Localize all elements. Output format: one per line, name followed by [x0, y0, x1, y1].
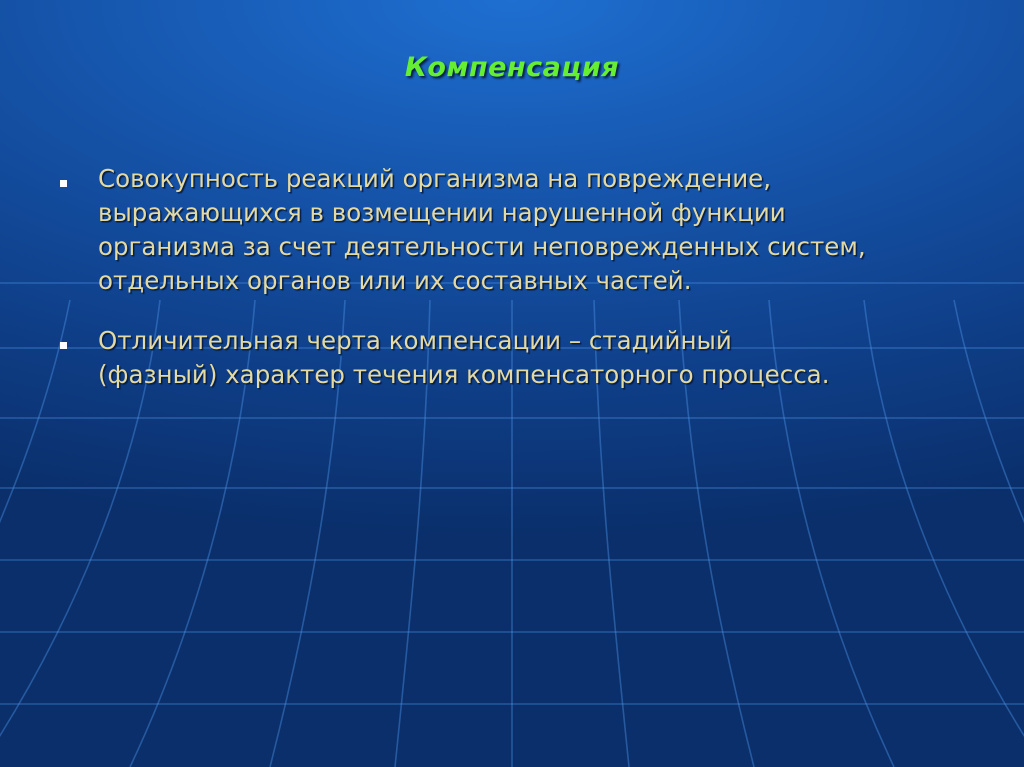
square-bullet-icon: [60, 180, 67, 187]
bullet-item-definition: [58, 162, 978, 298]
square-bullet-icon: [60, 342, 67, 349]
bullet-line: выражающихся в возмещении нарушенной функции: [98, 198, 786, 227]
bullet-line: организма за счет деятельности неповрежденных систем,: [98, 232, 866, 261]
slide-title: Компенсация: [404, 52, 620, 83]
bullet-item-feature: [58, 324, 978, 392]
bullet-line: (фазный) характер течения компенсаторного процесса.: [98, 360, 830, 389]
bullet-line: Совокупность реакций организма на повреждение,: [98, 164, 772, 193]
bullet-line: Отличительная черта компенсации – стадийный: [98, 326, 732, 355]
bullet-list: [58, 162, 978, 418]
bullet-line: отдельных органов или их составных частей.: [98, 266, 692, 295]
